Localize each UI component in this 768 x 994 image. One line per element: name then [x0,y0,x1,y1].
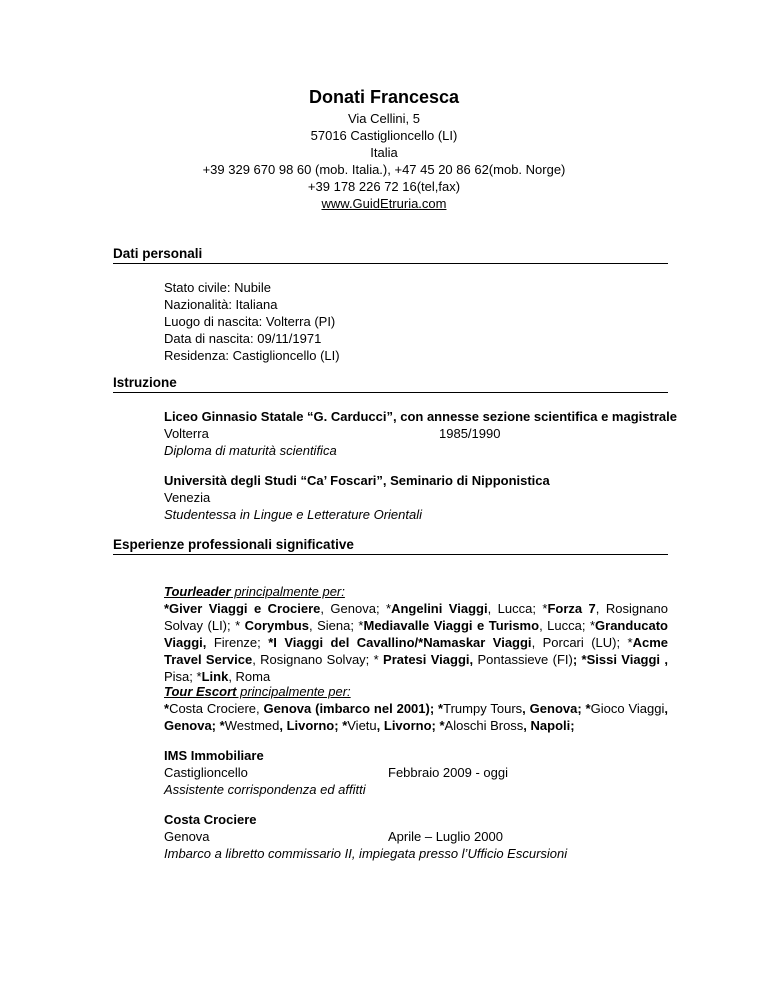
client-name: Corymbus [244,618,309,633]
client-name: ; *Sissi Viaggi , [572,652,668,667]
country: Italia [370,145,398,160]
client-name: Pratesi Viaggi, [383,652,474,667]
job-period: Febbraio 2009 - oggi [388,765,508,780]
job-period: Aprile – Luglio 2000 [388,829,503,844]
client-location: , Rosignano Solvay (LI); * [164,601,668,633]
client-location: , Genova; * [164,701,669,733]
tourleader-role: Tourleader [164,584,231,599]
education-entry-2 [164,472,668,523]
section-title-personal: Dati personali [113,245,668,264]
client-name: Westmed [224,718,280,733]
tourleader-intro: principalmente per: [230,584,345,599]
client-name: Trumpy Tours [443,701,523,716]
client-name: Acme Travel Service [164,635,669,667]
client-location: , Livorno; * [376,718,445,733]
client-location: , Napoli; [523,718,575,733]
client-location: , Genova; * [522,701,591,716]
tourleader-clients [164,600,668,685]
birthplace: Luogo di nascita: Volterra (PI) [164,314,336,329]
client-location: , Porcari (LU); * [531,635,633,650]
tel-fax: +39 178 226 72 16(tel,fax) [307,179,461,194]
education-period: 1985/1990 [439,426,501,441]
address-line-1: Via Cellini, 5 [347,111,421,126]
cv-header [0,86,768,212]
client-location: , Roma [228,669,271,684]
client-location: Pisa; * [164,669,202,684]
client-name: Mediavalle Viaggi e Turismo [363,618,540,633]
job-entry-2 [164,811,668,862]
client-location: , Lucca; * [539,618,596,633]
client-name: Granducato Viaggi, [164,618,668,650]
tourleader-block [164,583,668,685]
client-separator: * [164,701,170,716]
marital-status: Stato civile: Nubile [164,280,271,295]
client-name: Forza 7 [547,601,596,616]
client-name: Costa Crociere, [169,701,264,716]
client-name: *I Viaggi del Cavallino/*Namaskar Viaggi [268,635,532,650]
birthdate: Data di nascita: 09/11/1971 [164,331,322,346]
client-location: Firenze; [206,635,269,650]
education-detail: Studentessa in Lingue e Letterature Orientali [164,507,423,522]
tourescort-intro: principalmente per: [236,684,351,699]
client-name: Angelini Viaggi [391,601,488,616]
client-name: Link [201,669,229,684]
education-institution: Università degli Studi “Ca’ Foscari”, Seminario di Nipponistica [164,473,550,488]
website-link[interactable]: www.GuidEtruria.com [321,196,447,211]
job-entry-1 [164,747,668,798]
education-entry-1 [164,408,677,459]
client-location: , Rosignano Solvay; * [252,652,384,667]
education-institution: Liceo Ginnasio Statale “G. Carducci”, con annesse sezione scientifica e magistrale [164,409,677,424]
job-company: IMS Immobiliare [164,748,264,763]
education-city: Venezia [164,490,211,505]
job-company: Costa Crociere [164,812,257,827]
address-line-2: 57016 Castiglioncello (LI) [310,128,458,143]
education-detail: Diploma di maturità scientifica [164,443,337,458]
residence: Residenza: Castiglioncello (LI) [164,348,340,363]
client-location: Pontassieve (FI) [473,652,573,667]
phone-numbers: +39 329 670 98 60 (mob. Italia.), +47 45 20 86 62(mob. Norge) [202,162,566,177]
client-location: , Siena; * [308,618,364,633]
client-name: Gioco Viaggi [590,701,665,716]
client-name: Aloschi Bross [444,718,524,733]
client-name: *Giver Viaggi e Crociere [164,601,321,616]
tourescort-clients [164,700,668,734]
client-location: , Genova; * [320,601,392,616]
section-title-experience: Esperienze professionali significative [113,536,668,555]
job-city: Castiglioncello [164,765,248,780]
nationality: Nazionalità: Italiana [164,297,278,312]
client-name: Vietu [347,718,377,733]
job-city: Genova [164,829,210,844]
section-title-education: Istruzione [113,374,668,393]
client-location: Genova (imbarco nel 2001); * [263,701,444,716]
client-location: , Lucca; * [487,601,548,616]
job-detail: Imbarco a libretto commissario II, impiegata presso l’Ufficio Escursioni [164,846,568,861]
candidate-name: Donati Francesca [308,87,460,107]
tourescort-role: Tour Escort [164,684,237,699]
personal-details [164,279,668,364]
client-location: , Livorno; * [279,718,348,733]
tourescort-block [164,683,668,734]
education-city: Volterra [164,426,209,441]
job-detail: Assistente corrispondenza ed affitti [164,782,366,797]
